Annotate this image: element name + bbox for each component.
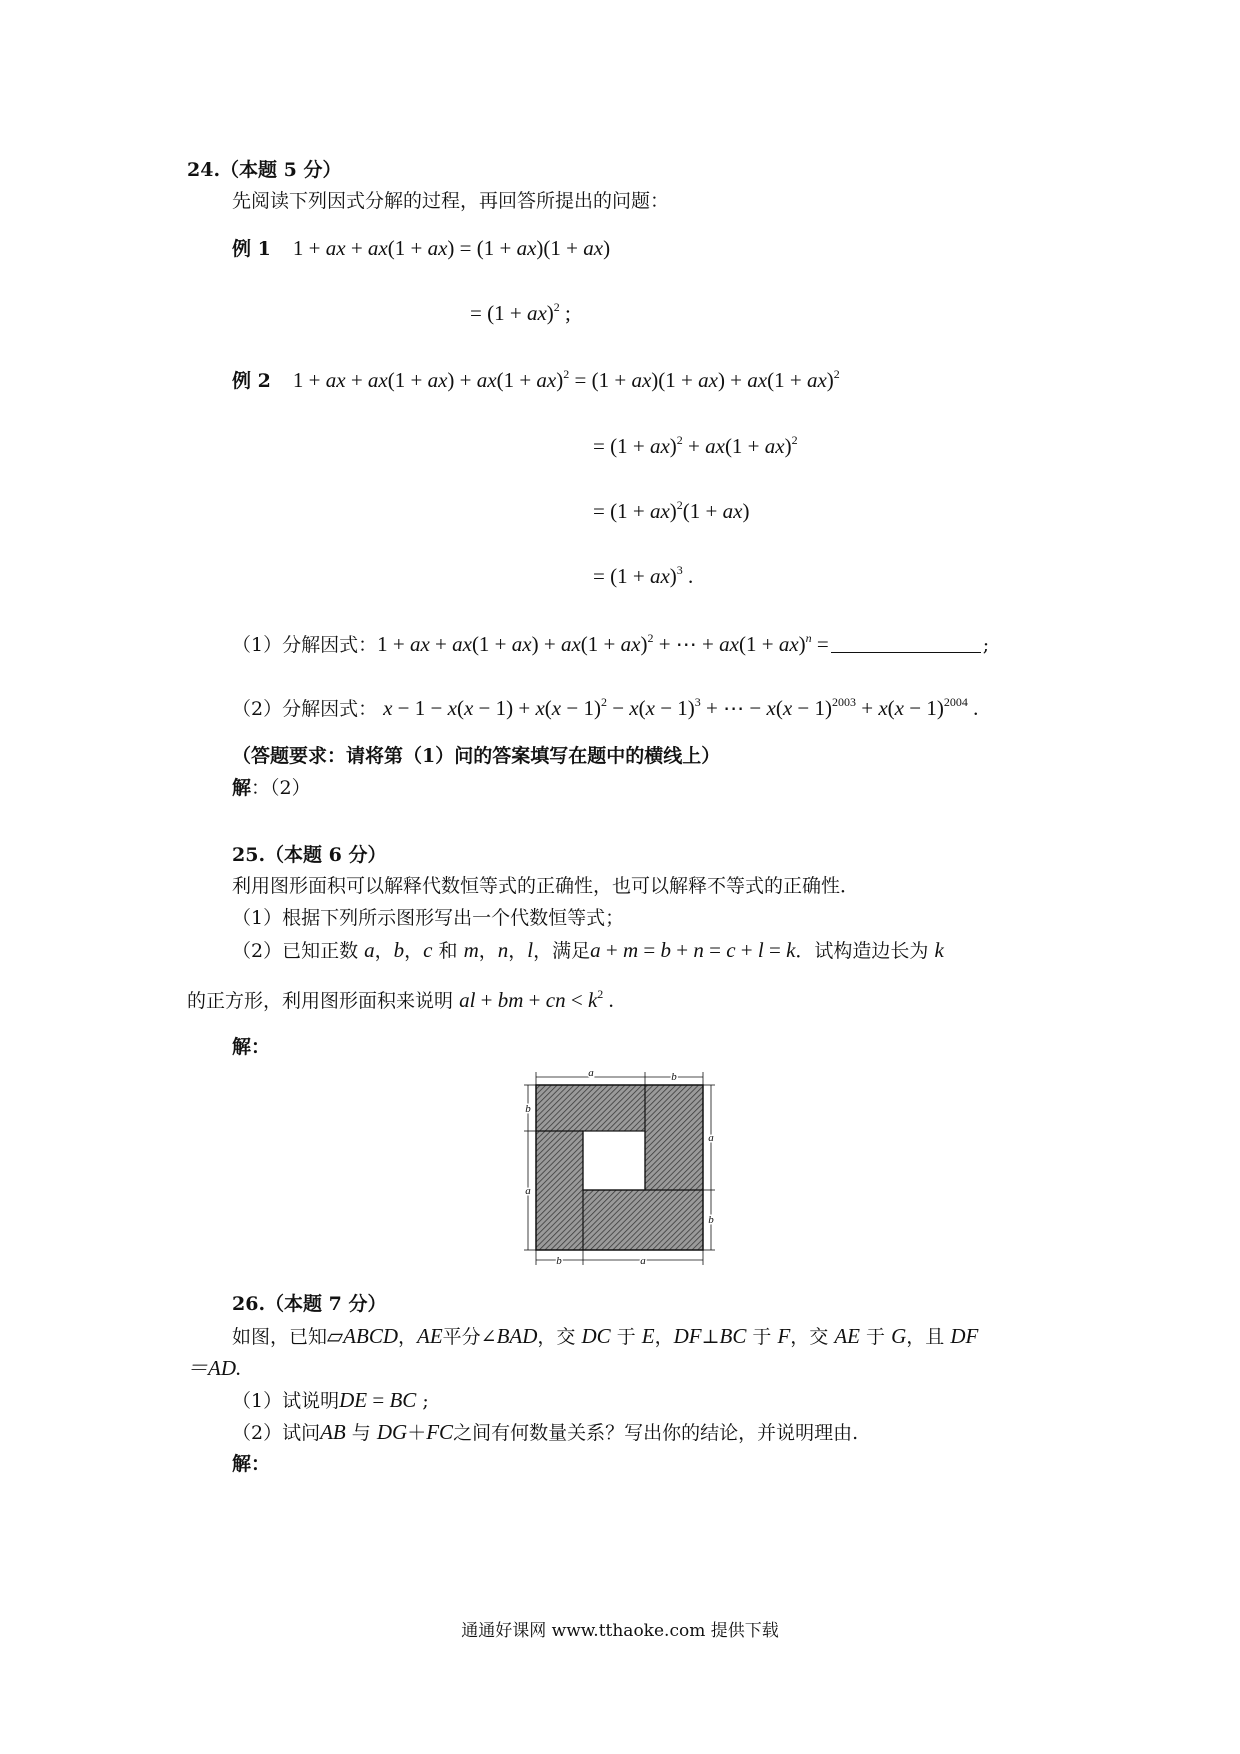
- q25-part1: （1）根据下列所示图形写出一个代数恒等式；: [232, 907, 625, 929]
- q24-answer-part: ：（2）: [251, 777, 311, 799]
- q25-answer-label: 解：: [232, 1036, 271, 1058]
- q25-part2-prefix: （2）已知正数: [232, 940, 359, 962]
- footer-source: 通通好课网 www.tthaoke.com 提供下载: [461, 1621, 779, 1641]
- dim-bottom-b: b: [556, 1255, 562, 1267]
- square-diagram: [515, 1070, 725, 1270]
- q25-part2: （2）已知正数 a，b，c 和 m，n，l，满足a + m = b + n = c + l = k．试构造边长为 k: [232, 938, 944, 962]
- dim-left-b: b: [525, 1103, 531, 1115]
- dim-right-a: a: [708, 1132, 714, 1144]
- q24-part1-expr: 1 + ax + ax(1 + ax) + ax(1 + ax)$^2$ + ⋯ + ax(1 + ax)$^n$ =: [377, 631, 829, 656]
- q24-example1-label: 例 1: [232, 238, 271, 260]
- q24-example1-expr: 1 + ax + ax(1 + ax) = (1 + ax)(1 + ax): [292, 236, 611, 260]
- q24-part1-label: （1）分解因式：: [232, 634, 378, 656]
- q25-part2-satisfy: ，满足: [533, 940, 591, 962]
- q24-example2-line1: [232, 368, 840, 393]
- q26-heading: 26.（本题 7 分）: [232, 1293, 387, 1315]
- dim-bottom-a: a: [640, 1255, 646, 1267]
- q24-answer-label: 解: [232, 777, 252, 799]
- q24-part2: [232, 696, 978, 721]
- q24-example1-line2: = (1 + ax)$^2$ ;: [470, 300, 571, 325]
- q25-side-k: k: [934, 938, 944, 962]
- q24-example2-expr: 1 + ax + ax(1 + ax) + ax(1 + ax)$^2$ = (1 + ax)(1 + ax) + ax(1 + ax)$^2$: [292, 367, 840, 392]
- q25-inequality: al + bm + cn < $k^2$ .: [459, 987, 614, 1012]
- inner-square: [583, 1131, 645, 1190]
- q24-example2-line2: = (1 + ax)$^2$ + ax(1 + ax)$^2$: [593, 433, 798, 458]
- dim-top-a: a: [588, 1070, 594, 1079]
- dim-top-b: b: [671, 1071, 677, 1083]
- q26-line1: 如图，已知▱ABCD，AE平分∠BAD，交 DC 于 E，DF⊥BC 于 F，交 AE 于 G，且 DF: [232, 1324, 979, 1348]
- dim-left-a: a: [525, 1185, 531, 1197]
- q25-heading: 25.（本题 6 分）: [232, 844, 387, 866]
- q24-part2-label: （2）分解因式：: [232, 698, 378, 720]
- q24-intro: 先阅读下列因式分解的过程，再回答所提出的问题：: [232, 190, 670, 212]
- q24-example2-line3: = (1 + ax)$^2$(1 + ax): [593, 498, 750, 523]
- q26-part1-expr: DE = BC: [339, 1388, 417, 1412]
- q25-part2-cont: [187, 988, 614, 1013]
- dim-right-b: b: [708, 1214, 714, 1226]
- q24-answer-blank[interactable]: [831, 632, 981, 653]
- q24-example2-line4: = (1 + ax)$^3$ .: [593, 563, 694, 588]
- q25-part2-explain: 的正方形，利用图形面积来说明: [187, 990, 454, 1012]
- q26-line2: ＝AD.: [187, 1356, 242, 1380]
- q24-example2-label: 例 2: [232, 370, 271, 392]
- q25-part2-vars: a: [364, 938, 375, 962]
- q26-part1: （1）试说明DE = BC ;: [232, 1388, 429, 1412]
- q25-intro: 利用图形面积可以解释代数恒等式的正确性，也可以解释不等式的正确性．: [232, 875, 860, 897]
- q24-part1: （1）分解因式：1 + ax + ax(1 + ax) + ax(1 + ax)$^2$ + ⋯ + ax(1 + ax)$^n$ = ;: [232, 631, 990, 656]
- q26-answer-label: 解：: [232, 1453, 271, 1475]
- q24-example1-line1: [232, 236, 610, 261]
- q25-part2-construct: ．试构造边长为: [795, 940, 929, 962]
- q26-part2: （2）试问AB 与 DG＋FC之间有何数量关系？写出你的结论，并说明理由.: [232, 1420, 859, 1444]
- q24-part2-expr: $x - 1 - x(x - 1) + x(x - 1)^2 - x(x - 1)^3$ + ⋯ − $x(x - 1)^{2003} + x(x - 1)^{2004}$ .: [383, 695, 979, 720]
- q25-condition: a + m = b + n = c + l = k: [590, 938, 796, 962]
- q24-heading: 24.（本题 5 分）: [187, 159, 342, 181]
- q26-parallelogram: ▱ABCD: [327, 1324, 398, 1348]
- q24-answer: [232, 776, 311, 800]
- q24-requirement: （答题要求：请将第（1）问的答案填写在题中的横线上）: [232, 745, 721, 767]
- q26-given: 如图，已知: [232, 1326, 328, 1348]
